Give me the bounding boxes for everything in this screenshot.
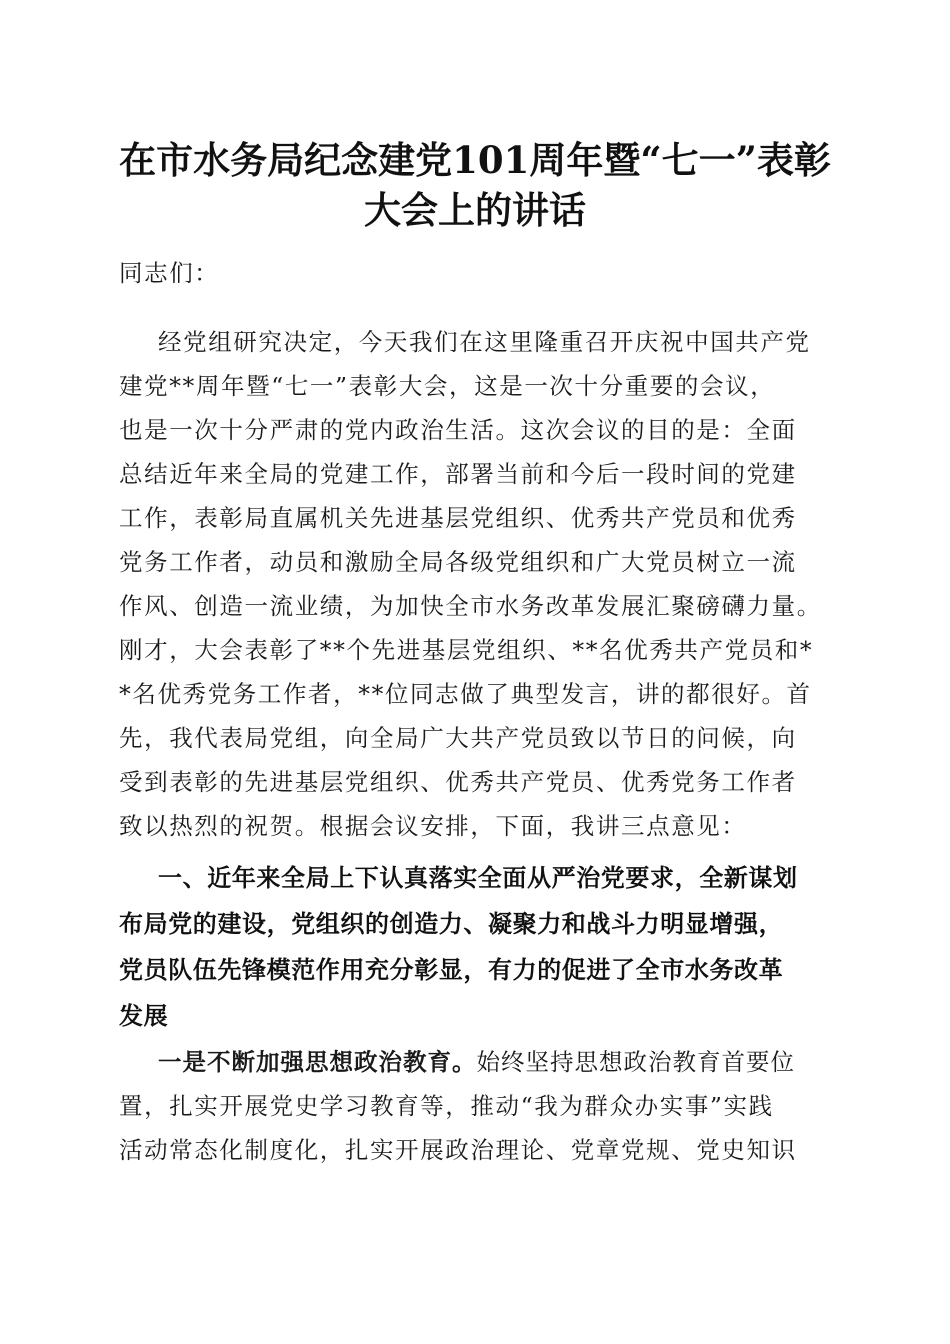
section-heading-line: 党员队伍先锋模范作用充分彰显，有力的促进了全市水务改革	[119, 956, 784, 984]
point-one-line: 活动常态化制度化，扎实开展政治理论、党章党规、党史知识	[119, 1136, 797, 1164]
intro-line: 致以热烈的祝贺。根据会议安排，下面，我讲三点意见：	[119, 812, 747, 840]
document-title-line-1: 在市水务局纪念建党101周年暨“七一”表彰	[119, 138, 831, 182]
intro-line: *名优秀党务工作者，**位同志做了典型发言，讲的都很好。首	[119, 680, 812, 708]
intro-line: 受到表彰的先进基层党组织、优秀共产党员、优秀党务工作者	[119, 768, 797, 796]
intro-line: 作风、创造一流业绩，为加快全市水务改革发展汇聚磅礴力量。	[119, 592, 822, 620]
point-one-lead: 一是不断加强思想政治教育。	[158, 1048, 477, 1076]
intro-line: 总结近年来全局的党建工作，部署当前和今后一段时间的党建	[119, 460, 797, 488]
section-heading-line: 发展	[119, 1002, 169, 1030]
salutation: 同志们：	[119, 259, 220, 287]
intro-line: 经党组研究决定，今天我们在这里隆重召开庆祝中国共产党	[158, 328, 811, 356]
point-one-first-line	[158, 1046, 878, 1078]
point-one-text: 始终坚持思想政治教育首要位	[476, 1048, 795, 1076]
intro-line: 建党**周年暨“七一”表彰大会，这是一次十分重要的会议，	[119, 372, 776, 400]
section-heading-line: 布局党的建设，党组织的创造力、凝聚力和战斗力明显增强，	[119, 910, 784, 938]
document-title-line-2: 大会上的讲话	[364, 188, 586, 232]
intro-line: 先，我代表局党组，向全局广大共产党员致以节日的问候，向	[119, 724, 797, 752]
intro-line: 也是一次十分严肃的党内政治生活。这次会议的目的是：全面	[119, 416, 797, 444]
section-heading-line: 一、近年来全局上下认真落实全面从严治党要求，全新谋划	[158, 864, 798, 892]
intro-line: 刚才，大会表彰了**个先进基层党组织、**名优秀共产党员和*	[119, 636, 814, 664]
intro-line: 工作，表彰局直属机关先进基层党组织、优秀共产党员和优秀	[119, 504, 797, 532]
point-one-line: 置，扎实开展党史学习教育等，推动“我为群众办实事”实践	[119, 1092, 774, 1120]
intro-line: 党务工作者，动员和激励全局各级党组织和广大党员树立一流	[119, 548, 797, 576]
